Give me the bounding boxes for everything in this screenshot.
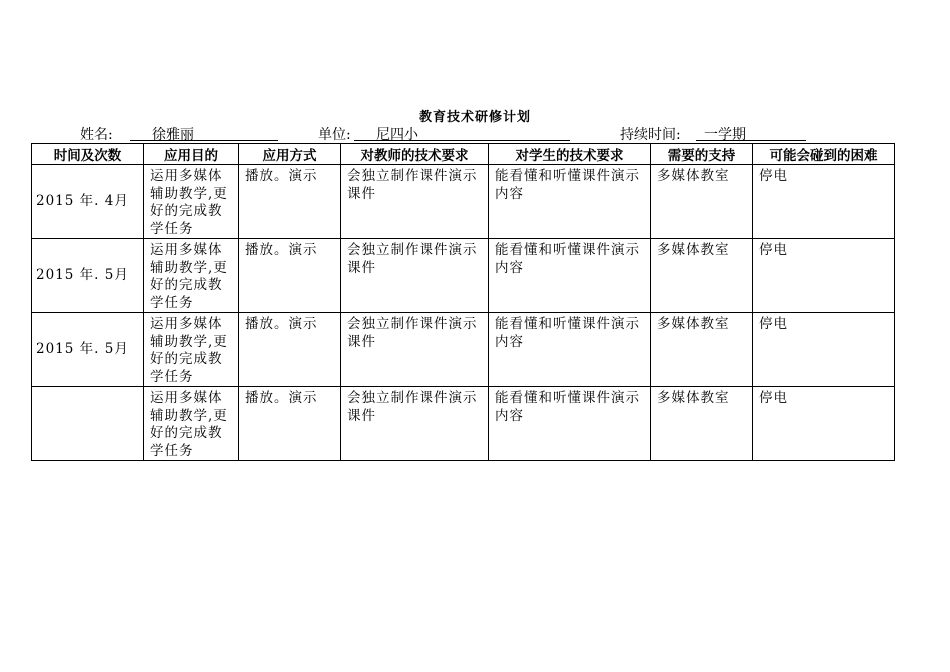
cell-difficulty: 停电 <box>753 239 895 313</box>
cell-student-requirement: 能看懂和听懂课件演示内容 <box>489 313 651 387</box>
table-row <box>32 313 895 387</box>
header-student-requirement: 对学生的技术要求 <box>489 144 651 165</box>
cell-support: 多媒体教室 <box>651 165 753 239</box>
cell-method: 播放。演示 <box>239 387 341 461</box>
table-row <box>32 387 895 461</box>
plan-table <box>31 143 895 461</box>
cell-support: 多媒体教室 <box>651 313 753 387</box>
duration-value: 一学期 <box>696 124 806 141</box>
cell-method: 播放。演示 <box>239 313 341 387</box>
cell-purpose: 运用多媒体辅助教学,更好的完成教学任务 <box>144 313 239 387</box>
cell-difficulty: 停电 <box>753 313 895 387</box>
duration-label: 持续时间: <box>620 127 681 143</box>
table-header-row <box>32 144 895 165</box>
info-row <box>0 124 950 144</box>
cell-purpose: 运用多媒体辅助教学,更好的完成教学任务 <box>144 165 239 239</box>
cell-time: 2015 年. 5月 <box>32 313 144 387</box>
cell-teacher-requirement: 会独立制作课件演示课件 <box>341 239 489 313</box>
header-method: 应用方式 <box>239 144 341 165</box>
cell-time: 2015 年. 4月 <box>32 165 144 239</box>
document-title: 教育技术研修计划 <box>418 110 531 125</box>
cell-student-requirement: 能看懂和听懂课件演示内容 <box>489 387 651 461</box>
cell-time: 2015 年. 5月 <box>32 239 144 313</box>
name-value: 徐雅丽 <box>130 124 278 141</box>
cell-time <box>32 387 144 461</box>
cell-support: 多媒体教室 <box>651 387 753 461</box>
cell-teacher-requirement: 会独立制作课件演示课件 <box>341 165 489 239</box>
cell-method: 播放。演示 <box>239 165 341 239</box>
header-time: 时间及次数 <box>32 144 144 165</box>
cell-support: 多媒体教室 <box>651 239 753 313</box>
cell-student-requirement: 能看懂和听懂课件演示内容 <box>489 165 651 239</box>
cell-purpose: 运用多媒体辅助教学,更好的完成教学任务 <box>144 239 239 313</box>
cell-method: 播放。演示 <box>239 239 341 313</box>
name-label: 姓名: <box>80 127 113 143</box>
header-support: 需要的支持 <box>651 144 753 165</box>
cell-student-requirement: 能看懂和听懂课件演示内容 <box>489 239 651 313</box>
unit-label: 单位: <box>318 127 351 143</box>
header-purpose: 应用目的 <box>144 144 239 165</box>
table-row <box>32 239 895 313</box>
header-difficulty: 可能会碰到的困难 <box>753 144 895 165</box>
table-row <box>32 165 895 239</box>
cell-purpose: 运用多媒体辅助教学,更好的完成教学任务 <box>144 387 239 461</box>
cell-teacher-requirement: 会独立制作课件演示课件 <box>341 313 489 387</box>
unit-value: 尼四小 <box>354 124 570 141</box>
cell-difficulty: 停电 <box>753 387 895 461</box>
cell-difficulty: 停电 <box>753 165 895 239</box>
header-teacher-requirement: 对教师的技术要求 <box>341 144 489 165</box>
cell-teacher-requirement: 会独立制作课件演示课件 <box>341 387 489 461</box>
